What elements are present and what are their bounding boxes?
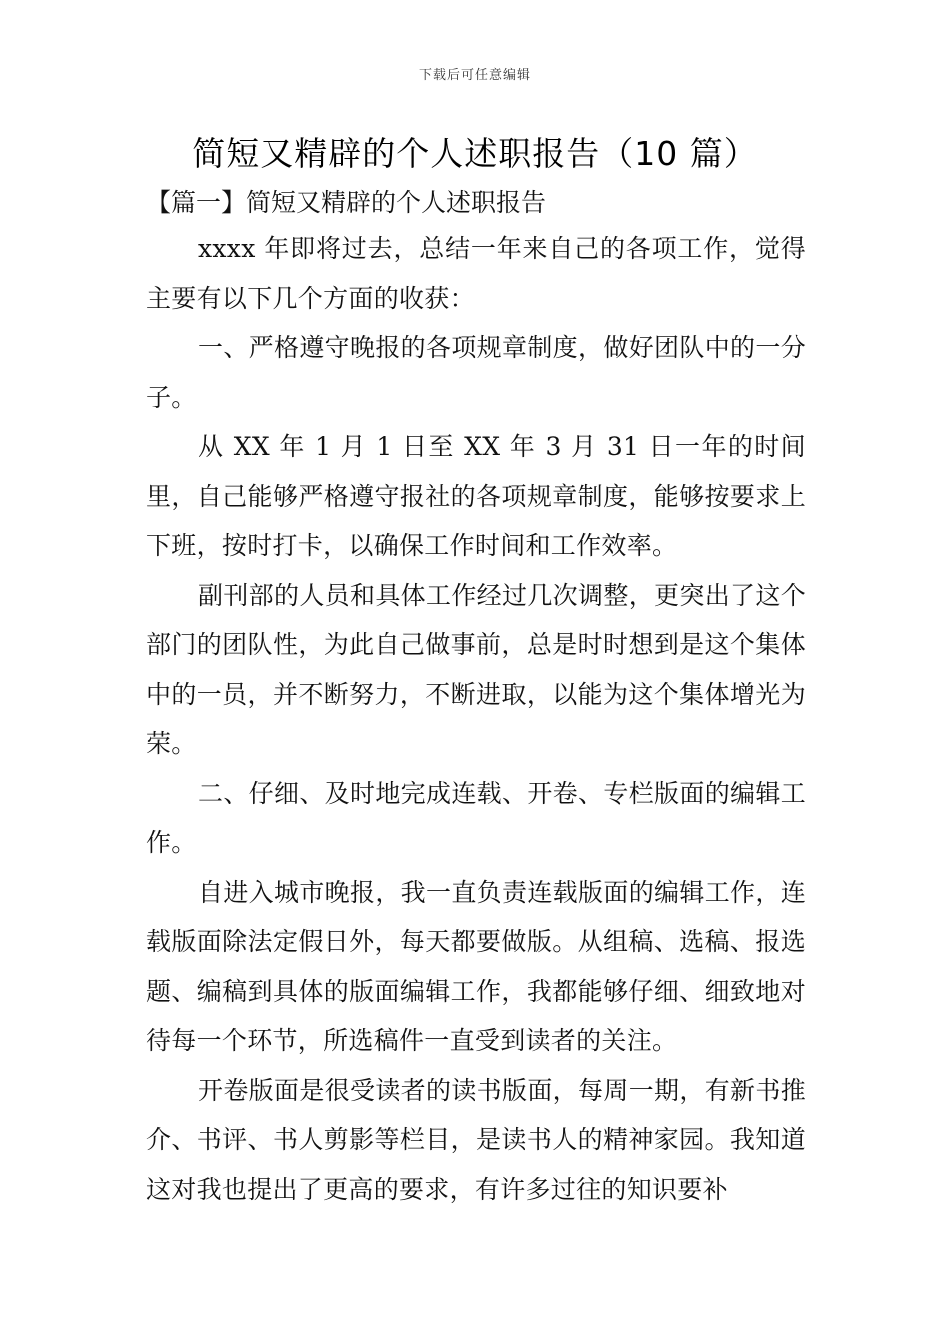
page-header-note: 下载后可任意编辑	[418, 68, 531, 83]
paragraph: 开卷版面是很受读者的读书版面，每周一期，有新书推介、书评、书人剪影等栏目，是读书人的精神家园。我知道这对我也提出了更高的要求，有许多过往的知识要补	[146, 1075, 806, 1204]
document-body	[146, 224, 806, 1214]
paragraph: 二、仔细、及时地完成连载、开卷、专栏版面的编辑工作。	[146, 778, 806, 857]
paragraph: 一、严格遵守晚报的各项规章制度，做好团队中的一分子。	[146, 333, 806, 412]
paragraph: xxxx 年即将过去，总结一年来自己的各项工作，觉得主要有以下几个方面的收获：	[146, 234, 806, 313]
paragraph: 副刊部的人员和具体工作经过几次调整，更突出了这个部门的团队性，为此自己做事前，总是时时想到是这个集体中的一员，并不断努力，不断进取，以能为这个集体增光为荣。	[146, 580, 806, 758]
paragraph: 自进入城市晚报，我一直负责连载版面的编辑工作，连载版面除法定假日外，每天都要做版。从组稿、选稿、报选题、编稿到具体的版面编辑工作，我都能够仔细、细致地对待每一个环节，所选稿件一直受到读者的关注。	[146, 877, 806, 1055]
paragraph: 从 XX 年 1 月 1 日至 XX 年 3 月 31 日一年的时间里，自己能够严格遵守报社的各项规章制度，能够按要求上下班，按时打卡，以确保工作时间和工作效率。	[146, 432, 806, 560]
document-title: 简短又精辟的个人述职报告（10 篇）	[192, 134, 758, 173]
section-heading: 【篇一】简短又精辟的个人述职报告	[146, 188, 547, 217]
